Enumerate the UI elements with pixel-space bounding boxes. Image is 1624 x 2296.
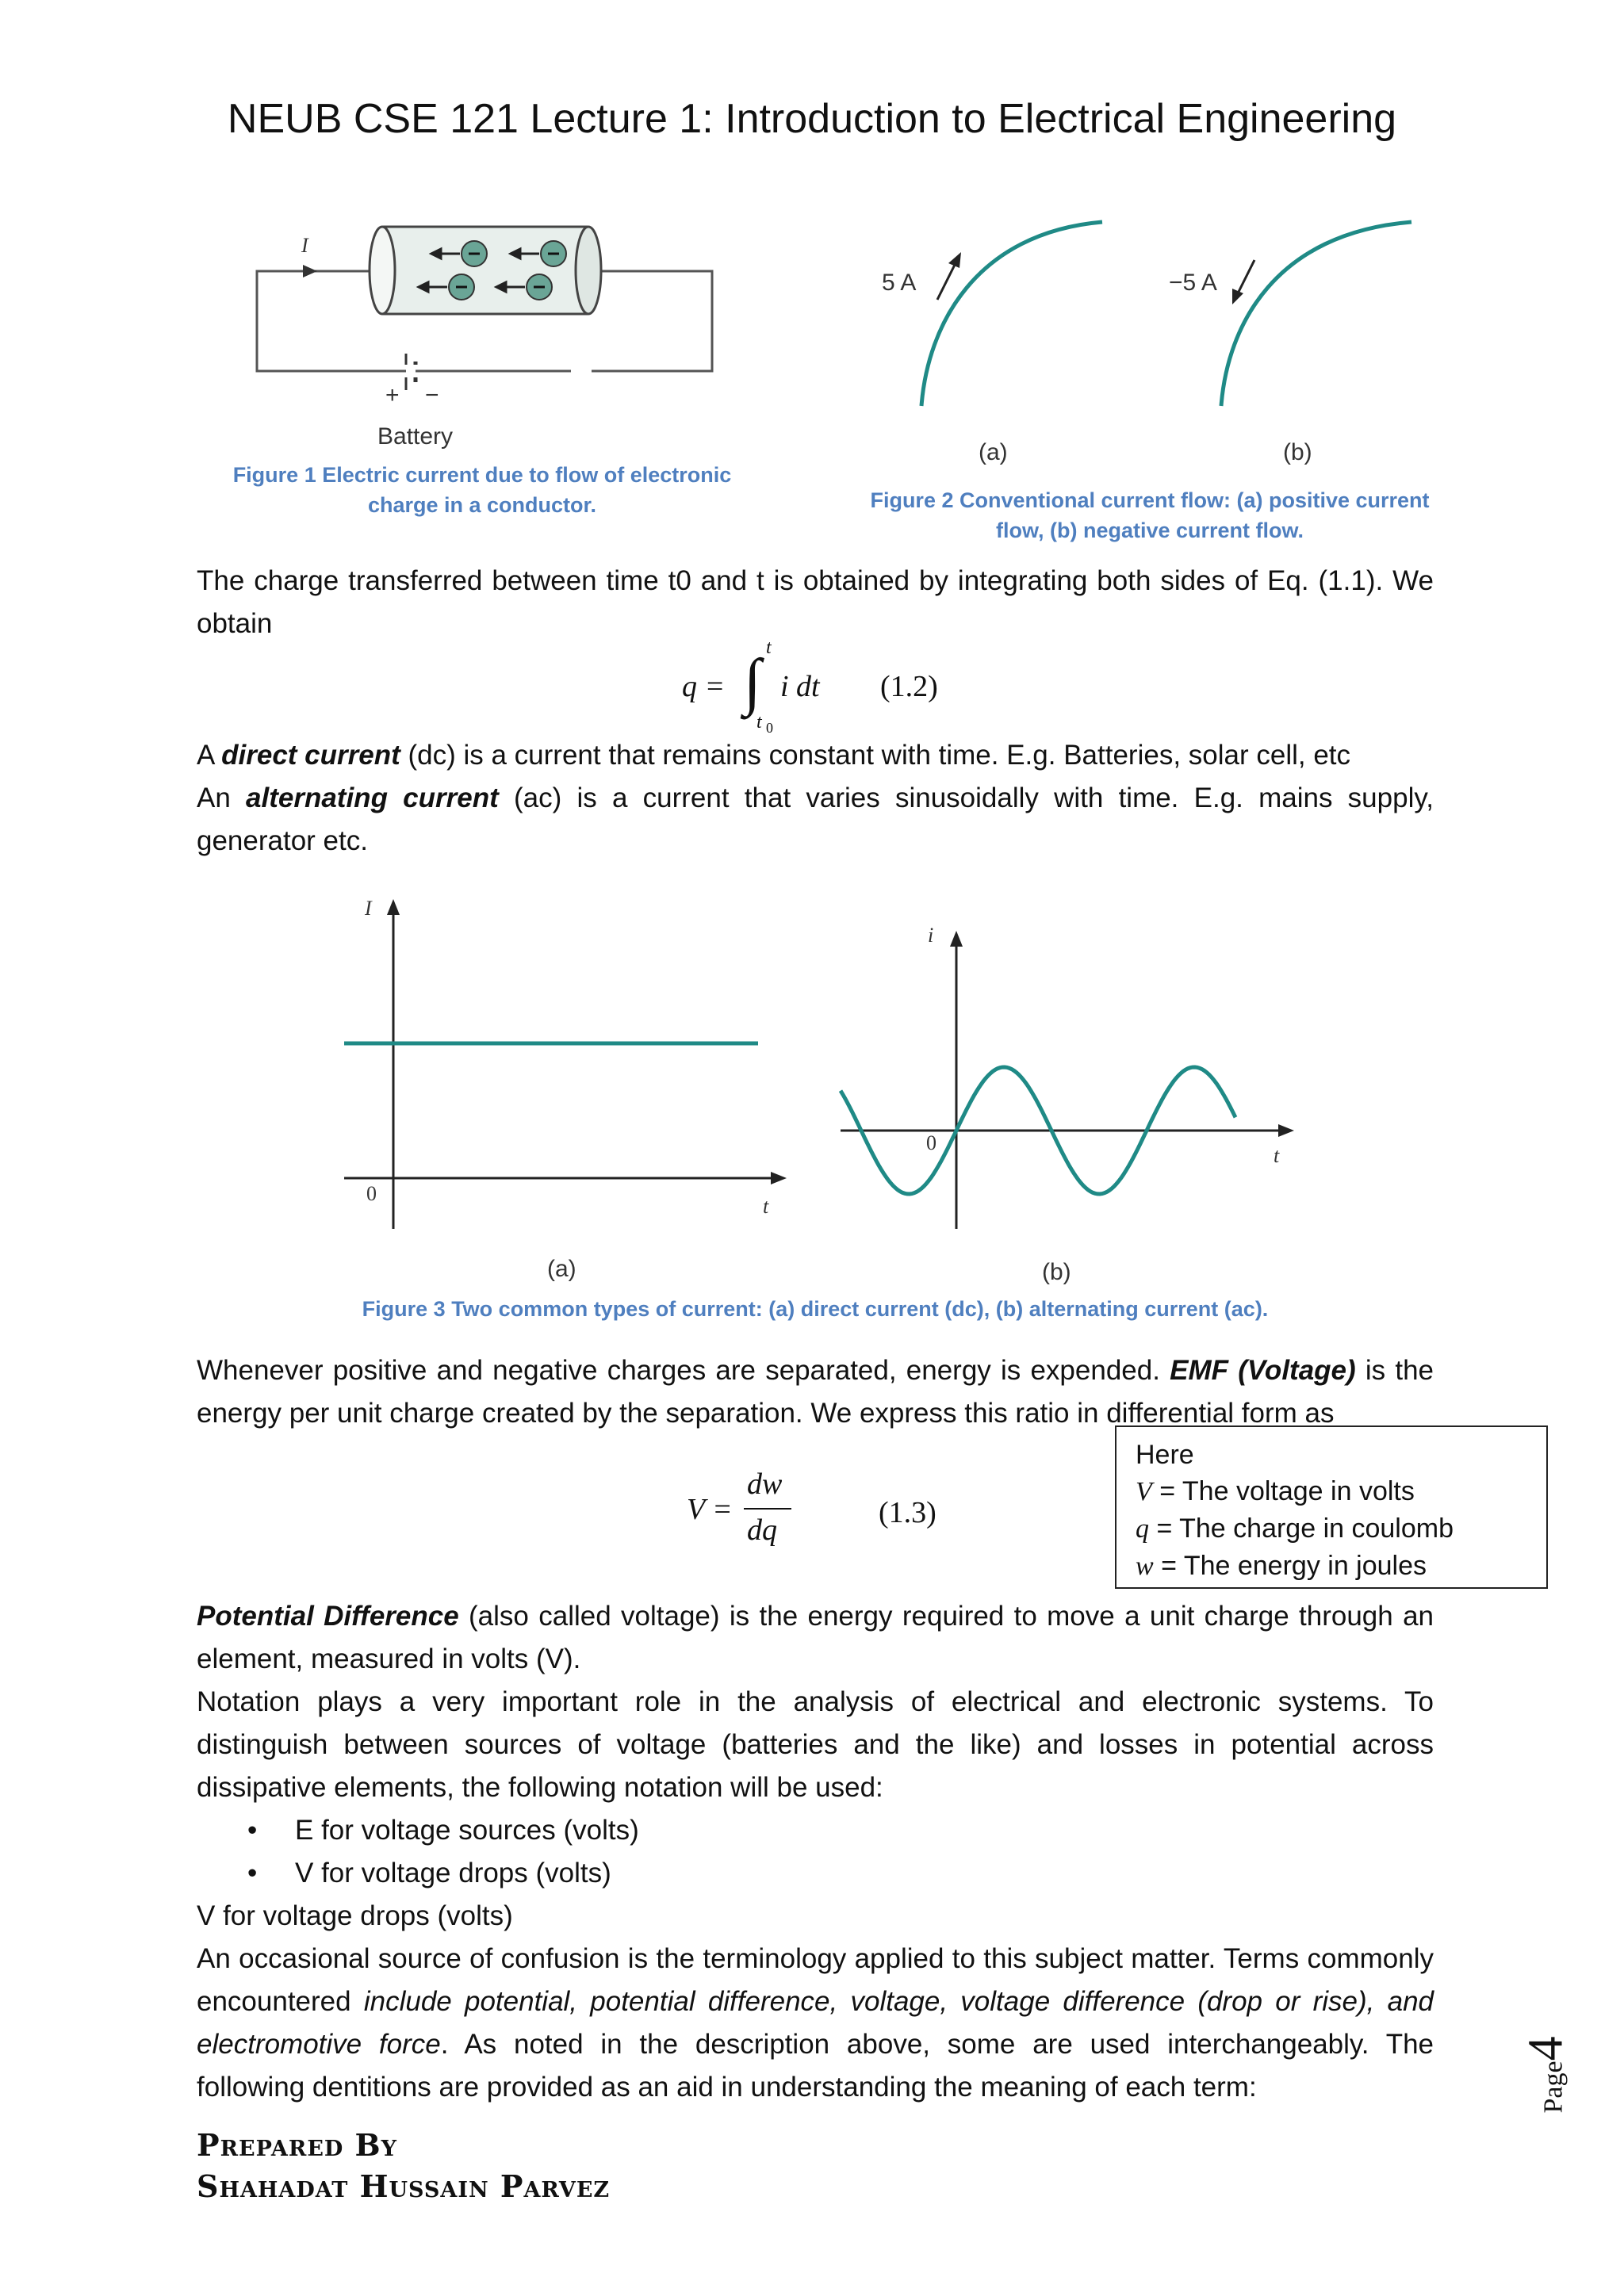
figure-3-sub-a: (a) <box>547 1256 576 1282</box>
label-5a: 5 A <box>882 270 917 296</box>
current-label: I <box>301 234 308 257</box>
eq3-numerator: dw <box>747 1468 783 1501</box>
figure-3-sub-b: (b) <box>1042 1259 1071 1285</box>
eq3-lhs: V = <box>687 1493 733 1526</box>
ac-term: alternating current <box>246 783 499 813</box>
pd-rest: (also called voltage) is the energy required to move a unit charge through an element, measured in volts (V). <box>197 1601 1434 1674</box>
definition-line: V = The voltage in volts <box>1136 1476 1415 1506</box>
eq2-lower-limit: t <box>756 712 762 733</box>
figure-2-sub-a: (a) <box>979 439 1008 465</box>
eq2-integrand: i dt <box>780 670 820 703</box>
ac-graph <box>841 924 1294 1285</box>
equation-1-3 <box>687 1467 814 1554</box>
figure-2-caption: Figure 2 Conventional current flow: (a) positive current flow, (b) negative current flow. <box>870 488 1430 542</box>
eq2-upper-limit: t <box>766 637 772 658</box>
ac-rest: (ac) is a current that varies sinusoidally with time. E.g. mains supply, generator etc. <box>197 783 1434 856</box>
dc-graph <box>344 897 787 1282</box>
figure-1-conductor-diagram <box>238 214 745 468</box>
eq2-lower-sub: 0 <box>766 720 773 736</box>
figure-1-caption: Figure 1 Electric current due to flow of electronic charge in a conductor. <box>232 463 732 517</box>
emf-rest: is the energy per unit charge created by the separation. We express this ratio in differential form as <box>197 1355 1434 1429</box>
footer-prepared-by: Prepared By <box>197 2127 397 2163</box>
eq3-number: (1.3) <box>879 1496 936 1529</box>
dc-rest: (dc) is a current that remains constant with time. E.g. Batteries, solar cell, etc <box>400 740 1351 771</box>
paragraph-notation: Notation plays a very important role in the analysis of electrical and electronic systems. To distinguish between sources of voltage (batteries and the like) and losses in potential across dissipative elements, the following notation will be used: <box>197 1686 1434 1803</box>
page-number <box>1507 1982 1578 2114</box>
body-lower-section <box>197 1595 1434 2109</box>
ac-y-label: i <box>928 924 934 947</box>
battery-minus: − <box>425 382 439 408</box>
integral-sign: ∫ <box>744 647 761 717</box>
emf-term: EMF (Voltage) <box>1170 1355 1356 1386</box>
page-word: Page <box>1538 2061 1568 2114</box>
repeated-line: V for voltage drops (volts) <box>197 1900 513 1931</box>
footer-author-name: Shahadat Hussain Parvez <box>197 2168 611 2204</box>
figure-2-sub-b: (b) <box>1283 439 1312 465</box>
battery-plus: + <box>385 382 400 408</box>
paragraph-potential-difference <box>197 1595 1434 1681</box>
page-title: NEUB CSE 121 Lecture 1: Introduction to Electrical Engineering <box>227 96 1397 142</box>
figure-3-current-types <box>333 896 1316 1292</box>
label-neg-5a: −5 A <box>1169 270 1217 296</box>
definitions-box-title: Here <box>1136 1440 1194 1470</box>
figure-2-current-flow <box>864 206 1435 476</box>
dc-origin-label: 0 <box>366 1182 377 1205</box>
paragraph-alternating-current <box>197 777 1434 863</box>
paragraph-direct-current <box>197 734 1434 777</box>
eq2-number: (1.2) <box>880 670 938 703</box>
dc-prefix: A <box>197 740 222 771</box>
list-item: • E for voltage sources (volts) <box>247 1815 639 1846</box>
eq3-denominator: dq <box>747 1513 777 1547</box>
fraction-bar <box>744 1508 791 1510</box>
paragraph-emf <box>197 1349 1434 1435</box>
notation-list <box>197 1809 1434 1895</box>
pd-term: Potential Difference <box>197 1601 459 1632</box>
footer-author <box>197 2125 610 2207</box>
dc-y-label: I <box>365 897 372 920</box>
ac-prefix: An <box>197 783 247 813</box>
definition-line: w = The energy in joules <box>1136 1551 1427 1581</box>
definitions-box <box>1115 1425 1548 1589</box>
figure-3-caption: Figure 3 Two common types of current: (a) direct current (dc), (b) alternating current (ac). <box>362 1297 1269 1321</box>
dc-term: direct current <box>221 740 400 771</box>
paragraph-terminology: An occasional source of confusion is the terminology applied to this subject matter. Terms commonly encountered include potential, potential difference, voltage, voltage difference (drop or rise), and electromotive force. As noted in the description above, some are used interchangeably. The following dentitions are provided as an aid in understanding the meaning of each term: <box>197 1943 1434 2103</box>
emf-prefix: Whenever positive and negative charges are separated, energy is expended. <box>197 1355 1170 1386</box>
paragraph-charge-transfer: The charge transferred between time t0 and t is obtained by integrating both sides of Eq. (1.1). We obtain <box>197 565 1434 639</box>
list-item: • V for voltage drops (volts) <box>247 1858 611 1888</box>
eq2-lhs: q = <box>682 670 726 703</box>
dc-x-label: t <box>763 1195 769 1218</box>
definition-line: q = The charge in coulomb <box>1136 1513 1454 1544</box>
ac-x-label: t <box>1274 1144 1280 1167</box>
terms-italic: include potential, potential difference, voltage, voltage difference (drop or rise), and electromotive force <box>197 1986 1434 2060</box>
page-digit: 4 <box>1519 2036 1573 2061</box>
ac-origin-label: 0 <box>926 1131 936 1154</box>
battery-label: Battery <box>377 423 454 450</box>
